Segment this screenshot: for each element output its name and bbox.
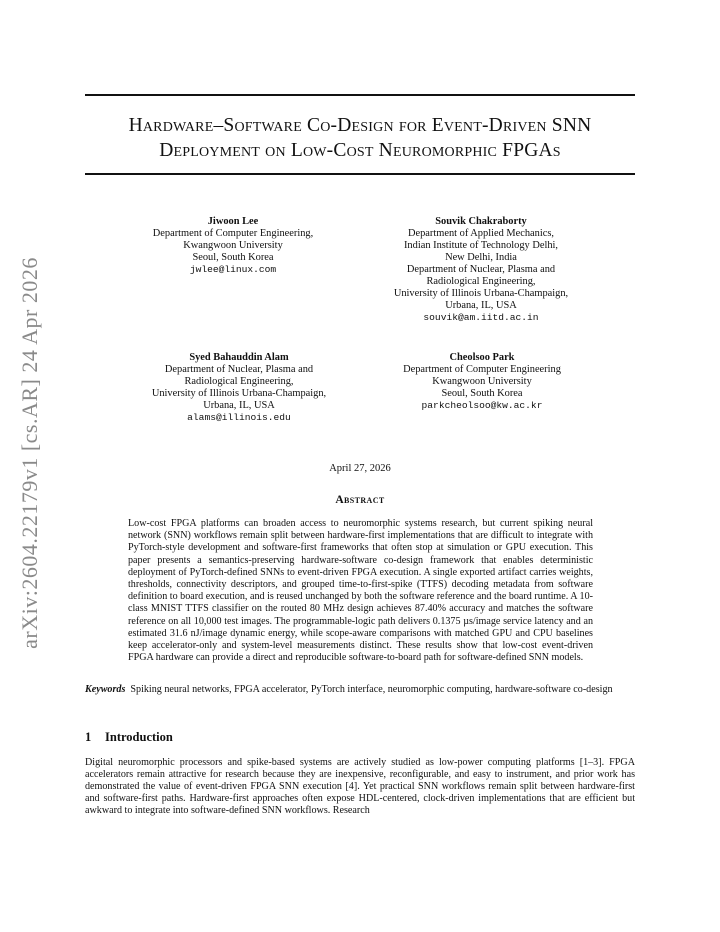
author-affiliation-line: Seoul, South Korea [441, 388, 523, 399]
author-email[interactable]: parkcheolsoo@kw.ac.kr [421, 400, 543, 411]
author-affiliation-line: Department of Nuclear, Plasma and [164, 364, 314, 375]
author-email[interactable]: souvik@am.iitd.ac.in [423, 312, 539, 323]
title-line-2: Deployment on Low-Cost Neuromorphic FPGAs [159, 140, 561, 161]
title-line-1: Hardware–Software Co-Design for Event-Driven SNN [128, 115, 592, 136]
author-affiliation-line: Seoul, South Korea [192, 252, 274, 263]
author-name: Cheolsoo Park [449, 352, 515, 363]
paper-date: April 27, 2026 [329, 463, 391, 474]
author-affiliation-line: Kwangwoon University [183, 240, 283, 251]
author-affiliation-line: Urbana, IL, USA [203, 400, 275, 411]
keywords-label: Keywords [85, 684, 126, 695]
section-number: 1 [85, 730, 92, 744]
author-affiliation-line: Kwangwoon University [432, 376, 532, 387]
section-heading [85, 730, 173, 745]
author-affiliation-line: Department of Computer Engineering, [152, 228, 314, 239]
author-affiliation-line: Radiological Engineering, [426, 276, 536, 287]
keywords-text: Spiking neural networks, FPGA accelerator, PyTorch interface, neuromorphic computing, hardware-software co-design [130, 684, 613, 695]
author-affiliation-line: University of Illinois Urbana-Champaign, [151, 388, 327, 399]
author-email[interactable]: jwlee@linux.com [189, 264, 277, 275]
author-name: Souvik Chakraborty [435, 216, 527, 227]
abstract-body: Low-cost FPGA platforms can broaden access to neuromorphic systems research, but current spiking neural network (SNN) workflows remain split between hardware-first implementations that are difficult to integrate with PyTorch-style development and software-first frameworks that often stop at simulation or GPU execution. This paper presents a semantics-preserving hardware-software co-design framework that enables deterministic deployment of PyTorch-defined SNNs to event-driven FPGA execution. A single exported artifact carries weights, thresholds, connectivity descriptors, and grouped time-to-first-spike (TTFS) decoding metadata from software definition to board execution, and is reused unchanged by both the software reference and the board runtime. A 10-class MNIST TTFS classifier on the routed 80 MHz design achieves 87.40% accuracy and matches the software reference on all 10,000 test images. The programmable-logic path delivers 0.1375 µs/image service latency and an estimated 31.6 nJ/image dynamic energy, while scope-aware comparisons with matched GPU and CPU baselines keep accelerator-only and system-level measurements distinct. These results show that low-cost event-driven FPGA hardware can provide a direct and reproducible software-to-board path for software-defined SNN models. [128, 518, 593, 664]
author-affiliation-line: New Delhi, India [445, 252, 517, 263]
author-name: Syed Bahauddin Alam [189, 352, 289, 363]
keywords [85, 684, 635, 696]
paper-title [85, 113, 635, 163]
author-block-2 [366, 216, 596, 324]
author-affiliation-line: Department of Computer Engineering [403, 364, 561, 375]
author-block-3 [128, 352, 350, 424]
author-affiliation-line: Urbana, IL, USA [445, 300, 517, 311]
introduction-paragraph: Digital neuromorphic processors and spike-based systems are actively studied as low-power computing platforms [1–3]. FPGA accelerators remain attractive for research because they are inexpensive, reconfigurable, and easy to instrument, and prior work has demonstrated the value of event-driven FPGA SNN execution [4]. Yet practical SNN workflows remain split between hardware-first and software-first paths. Hardware-first approaches often expose HDL-centered, clock-driven implementations that are efficient but awkward to integrate into software-defined SNN workflows. Research [85, 757, 635, 817]
author-block-1 [128, 216, 338, 276]
title-rule-bottom [85, 173, 635, 175]
author-affiliation-line: Department of Applied Mechanics, [407, 228, 554, 239]
arxiv-sidebar [10, 256, 50, 649]
author-affiliation-line: University of Illinois Urbana-Champaign, [393, 288, 569, 299]
arxiv-identifier: arXiv:2604.22179v1 [cs.AR] 24 Apr 2026 [17, 256, 42, 649]
abstract-heading: Abstract [335, 494, 385, 506]
author-affiliation-line: Department of Nuclear, Plasma and [406, 264, 556, 275]
author-affiliation-line: Radiological Engineering, [184, 376, 294, 387]
author-name: Jiwoon Lee [207, 216, 259, 227]
author-affiliation-line: Indian Institute of Technology Delhi, [403, 240, 559, 251]
author-block-4 [382, 352, 582, 412]
title-rule-top [85, 94, 635, 96]
author-email[interactable]: alams@illinois.edu [187, 412, 291, 423]
section-title: Introduction [105, 730, 173, 744]
